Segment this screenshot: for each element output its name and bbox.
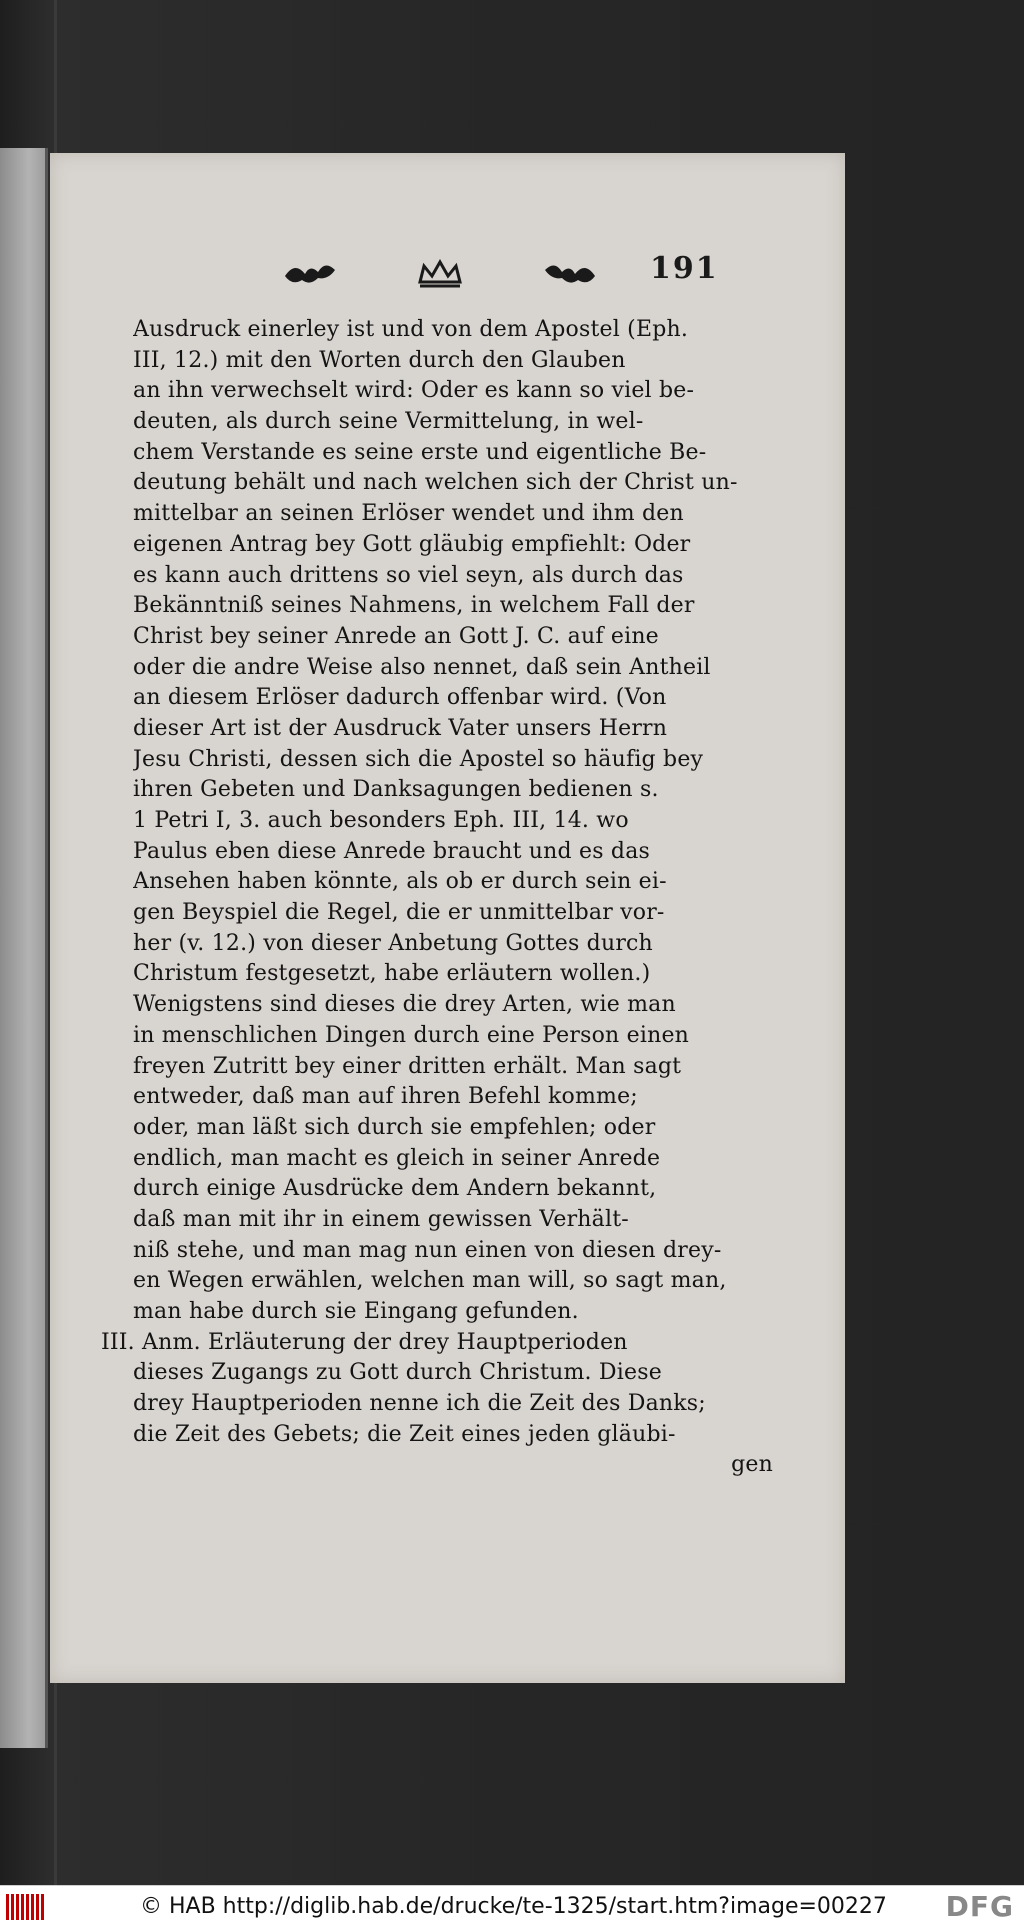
body-text (101, 315, 773, 1481)
catchword: gen (731, 1452, 773, 1478)
text-line: Wenigstens sind dieses die drey Arten, wie man (133, 992, 676, 1018)
text-line: Jesu Christi, dessen sich die Apostel so häufig bey (133, 746, 704, 772)
text-line: III, 12.) mit den Worten durch den Glauben (133, 347, 626, 373)
floral-ornament-icon (540, 256, 600, 290)
text-line: an diesem Erlöser dadurch offenbar wird. (Von (133, 685, 667, 711)
text-line: 1 Petri I, 3. auch besonders Eph. III, 14. wo (133, 808, 629, 833)
text-line: Ausdruck einerley ist und von dem Apostel (Eph. (133, 317, 689, 342)
text-line: entweder, daß man auf ihren Befehl komme; (133, 1084, 638, 1110)
crown-ornament-icon (410, 256, 470, 290)
text-line: Bekänntniß seines Nahmens, in welchem Fall der (133, 593, 695, 619)
text-line: drey Hauptperioden nenne ich die Zeit des Danks; (133, 1391, 706, 1417)
page-number: 191 (650, 251, 719, 286)
book-page (50, 153, 845, 1683)
dfg-logo: DFG (945, 1890, 1014, 1923)
text-line: niß stehe, und man mag nun einen von diesen drey- (133, 1237, 722, 1263)
text-line: deuten, als durch seine Vermittelung, in wel- (133, 409, 644, 435)
text-line: dieser Art ist der Ausdruck Vater unsers Herrn (133, 715, 668, 741)
section-heading-line: III. Anm. Erläuterung der drey Hauptperioden (101, 1329, 628, 1355)
text-line: oder, man läßt sich durch sie empfehlen; oder (133, 1114, 656, 1140)
footer-bar (0, 1885, 1024, 1928)
text-line: mittelbar an seinen Erlöser wendet und ihm den (133, 501, 684, 527)
text-line: chem Verstande es seine erste und eigentliche Be- (133, 439, 707, 465)
previous-page-edge (0, 148, 48, 1748)
text-line: oder die andre Weise also nennet, daß sein Antheil (133, 654, 711, 680)
text-line: endlich, man macht es gleich in seiner Anrede (133, 1145, 661, 1171)
floral-ornament-icon (280, 256, 340, 290)
page-edge-shadow (45, 148, 48, 1748)
text-line: durch einige Ausdrücke dem Andern bekannt, (133, 1176, 657, 1202)
text-line: Ansehen haben könnte, als ob er durch sein ei- (133, 869, 667, 895)
text-line: die Zeit des Gebets; die Zeit eines jeden gläubi- (133, 1421, 676, 1447)
text-line: en Wegen erwählen, welchen man will, so sagt man, (133, 1268, 727, 1294)
text-line: man habe durch sie Eingang gefunden. (133, 1299, 579, 1324)
text-line: in menschlichen Dingen durch eine Person einen (133, 1022, 690, 1048)
text-line: es kann auch drittens so viel seyn, als durch das (133, 562, 684, 588)
source-link[interactable]: © HAB http://diglib.hab.de/drucke/te-1325/start.htm?image=00227 (140, 1894, 887, 1919)
text-line: freyen Zutritt bey einer dritten erhält. Man sagt (133, 1053, 682, 1079)
barcode-icon (6, 1894, 46, 1920)
text-line: eigenen Antrag bey Gott gläubig empfiehlt: Oder (133, 531, 691, 557)
text-line: dieses Zugangs zu Gott durch Christum. Diese (133, 1360, 662, 1386)
text-line: an ihn verwechselt wird: Oder es kann so viel be- (133, 378, 695, 404)
text-line: her (v. 12.) von dieser Anbetung Gottes durch (133, 930, 653, 956)
text-line: Christ bey seiner Anrede an Gott J. C. auf eine (133, 623, 659, 649)
text-line: gen Beyspiel die Regel, die er unmittelbar vor- (133, 900, 665, 926)
text-line: Christum festgesetzt, habe erläutern wollen.) (133, 961, 651, 987)
text-line: ihren Gebeten und Danksagungen bedienen s. (133, 777, 659, 803)
header-ornament (280, 248, 600, 298)
text-line: daß man mit ihr in einem gewissen Verhält- (133, 1206, 629, 1232)
text-line: deutung behält und nach welchen sich der Christ un- (133, 470, 738, 496)
text-line: Paulus eben diese Anrede braucht und es das (133, 838, 651, 864)
